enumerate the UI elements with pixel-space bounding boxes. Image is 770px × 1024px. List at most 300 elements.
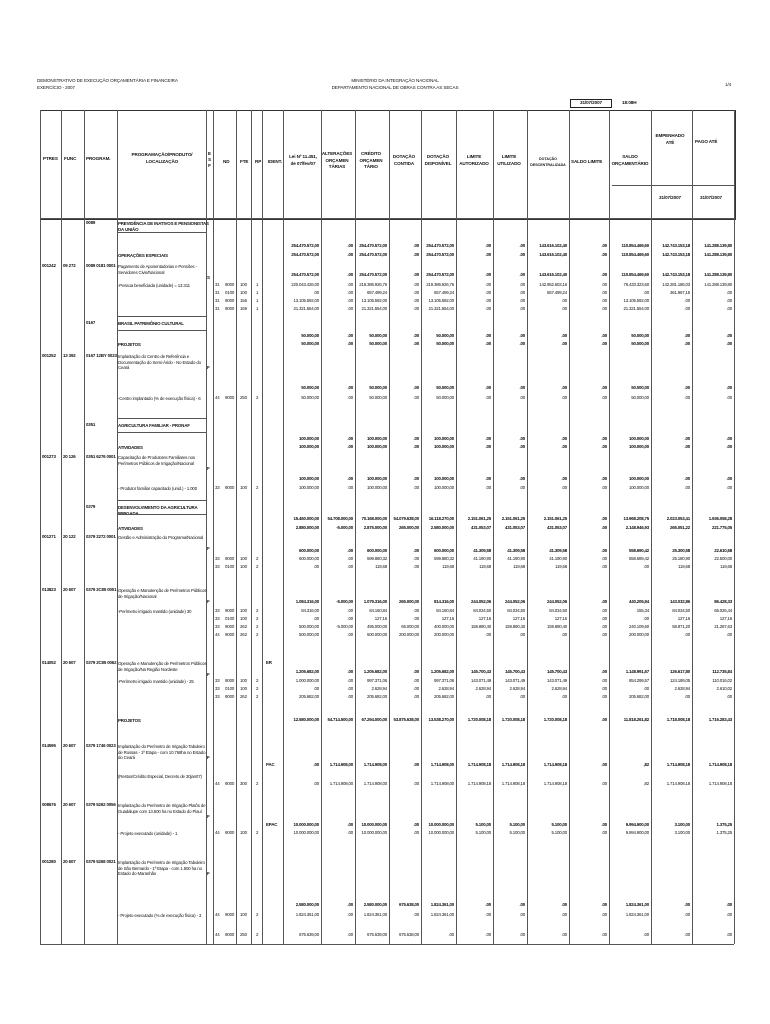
value-cell: .00 — [601, 932, 607, 937]
value-cell: 1.720.008,18 — [501, 717, 525, 722]
value-cell: 100.000,00 — [299, 485, 319, 490]
column-line — [251, 110, 252, 944]
value-cell: .00 — [413, 830, 419, 835]
value-cell: 84.034,50 — [473, 608, 491, 613]
value-cell: 143.616.102,40 — [539, 243, 567, 248]
value-cell: .00 — [561, 395, 567, 400]
value-cell: 22.610,68 — [714, 548, 732, 553]
value-cell: 21.321.554,00 — [293, 306, 319, 311]
program-description: Pagamento de Aposentadorias e Pensões - Servidores Civis/Nacional — [118, 264, 197, 275]
rp-code: 2 — [256, 694, 259, 699]
value-cell: 50.000,00 — [631, 333, 649, 338]
value-cell: 100.000,00 — [299, 436, 319, 441]
value-cell: 254.470.572,00 — [426, 252, 454, 257]
program-description: PROJETOS — [118, 342, 141, 347]
value-cell: .00 — [726, 385, 732, 390]
value-cell: 100.000,00 — [434, 444, 454, 449]
value-cell: .00 — [643, 686, 649, 691]
program-description: -Centro implantado (% de execução física) - 6 — [118, 396, 201, 401]
value-cell: .00 — [601, 608, 607, 613]
value-cell: .00 — [448, 932, 454, 937]
value-cell: .00 — [684, 306, 690, 311]
value-cell: 50.000,00 — [436, 341, 454, 346]
value-cell: 2.628,94 — [551, 686, 567, 691]
value-cell: .00 — [519, 282, 525, 287]
rp-code: 2 — [256, 781, 259, 786]
value-cell: .00 — [485, 298, 491, 303]
value-cell: .00 — [347, 272, 353, 277]
fte-code: 169 — [240, 306, 247, 311]
value-cell: .00 — [485, 341, 491, 346]
value-cell: .00 — [413, 912, 419, 917]
value-cell: .00 — [313, 762, 319, 767]
value-cell: 10.000.000,00 — [361, 822, 387, 827]
value-cell: .00 — [726, 912, 732, 917]
program-description: Gestão e Administração do Programa/Nacional — [118, 535, 204, 540]
value-cell: .00 — [643, 564, 649, 569]
func-code: 20 607 — [63, 802, 76, 807]
fte-code: 262 — [240, 624, 247, 629]
section-rule — [117, 500, 206, 501]
value-cell: .00 — [726, 476, 732, 481]
value-cell: 10.000.000,00 — [293, 830, 319, 835]
value-cell: .00 — [313, 781, 319, 786]
col-dotacao-disponivel: DOTAÇÃO DISPONÍVEL — [424, 154, 452, 166]
value-cell: .00 — [413, 564, 419, 569]
value-cell: 500.000,00 — [299, 624, 319, 629]
nd-detail: 9000 — [225, 608, 235, 613]
value-cell: 1.375,25 — [716, 830, 732, 835]
value-cell: 1.714.908,18 — [501, 762, 525, 767]
value-cell: .00 — [485, 444, 491, 449]
empenhado-date: 31/07/2007 — [659, 195, 681, 200]
value-cell: 2.023.053,41 — [666, 516, 690, 521]
value-cell: .00 — [413, 272, 419, 277]
value-cell: .00 — [413, 669, 419, 674]
section-rule — [117, 316, 206, 317]
value-cell: .00 — [347, 669, 353, 674]
value-cell: 431.053,07 — [471, 525, 491, 530]
value-cell: 119,68 — [678, 564, 690, 569]
value-cell: .00 — [413, 762, 419, 767]
value-cell: 2.580.000,00 — [295, 902, 319, 907]
value-cell: 5.100,00 — [509, 822, 525, 827]
value-cell: 9.994.900,00 — [625, 830, 649, 835]
value-cell: .00 — [684, 385, 690, 390]
program-description: -Perímetro irrigado mantido (unidade) 30 — [118, 609, 192, 614]
report-title: DEMONSTRATIVO DE EXECUÇÃO ORÇAMENTÁRIA E FINANCEIRA EXERCÍCIO - 2007 — [37, 78, 178, 90]
value-cell: .00 — [413, 306, 419, 311]
column-line — [569, 110, 570, 944]
value-cell: .00 — [485, 243, 491, 248]
value-cell: .00 — [684, 902, 690, 907]
value-cell: 126.617,80 — [670, 669, 690, 674]
value-cell: 41.190,90 — [473, 556, 491, 561]
program-description: Operação e Manutenção de Perímetros Públicos de Irrigação/Nacional — [118, 588, 207, 599]
value-cell: .00 — [561, 476, 567, 481]
rp-code: 2 — [256, 608, 259, 613]
value-cell: .00 — [485, 476, 491, 481]
value-cell: 127,16 — [478, 616, 491, 621]
value-cell: 110.854.469,60 — [621, 272, 649, 277]
value-cell: 2.628,94 — [371, 686, 387, 691]
value-cell: .00 — [643, 932, 649, 937]
value-cell: 143.071,49 — [471, 678, 491, 683]
value-cell: 50.000,00 — [436, 385, 454, 390]
value-cell: 495.000,00 — [367, 624, 387, 629]
col-func: FUNC — [64, 156, 77, 161]
value-cell: .00 — [347, 912, 353, 917]
value-cell: 50.000,00 — [301, 385, 319, 390]
ministry-title: MINISTÉRIO DA INTEGRAÇÃO NACIONAL DEPARTAMENTO NACIONAL DE OBRAS CONTRA AS SECAS — [331, 78, 459, 90]
value-cell: 127,16 — [554, 616, 567, 621]
value-cell: .00 — [684, 485, 690, 490]
value-cell: .00 — [413, 341, 419, 346]
value-cell: 50.000,00 — [436, 395, 454, 400]
value-cell: 84.034,50 — [549, 608, 567, 613]
value-cell: 65.026,44 — [714, 608, 732, 613]
ptres-code: 001271 — [42, 534, 56, 539]
col-rp: RP — [255, 159, 262, 164]
rp-code: 2 — [256, 678, 259, 683]
value-cell: 100.000,00 — [299, 476, 319, 481]
value-cell: .00 — [413, 694, 419, 699]
column-line — [734, 110, 735, 944]
value-cell: .00 — [726, 333, 732, 338]
value-cell: .00 — [413, 282, 419, 287]
value-cell: 141.288.139,80 — [704, 243, 732, 248]
value-cell: 159.890,40 — [471, 624, 491, 629]
value-cell: 265.051,22 — [670, 525, 690, 530]
value-cell: .00 — [726, 436, 732, 441]
value-cell: .00 — [485, 272, 491, 277]
value-cell: 244.052,06 — [471, 599, 491, 604]
value-cell: .00 — [684, 298, 690, 303]
rp-code: 2 — [256, 632, 259, 637]
nd-code: 31 — [215, 290, 220, 295]
program-code: 0167 — [86, 320, 96, 325]
value-cell: .00 — [347, 564, 353, 569]
func-code: 20 122 — [63, 534, 76, 539]
value-cell: 110.854.469,60 — [621, 252, 649, 257]
value-cell: .00 — [347, 608, 353, 613]
value-cell: 1.718.008,18 — [666, 717, 690, 722]
value-cell: 400.000,00 — [434, 624, 454, 629]
value-cell: 141.288.139,80 — [704, 282, 732, 287]
value-cell: 657.499,24 — [434, 290, 454, 295]
value-cell: 2.628,94 — [438, 686, 454, 691]
value-cell: 1.824.361,00 — [295, 912, 319, 917]
nd-detail: 9000 — [225, 912, 235, 917]
value-cell: 41.309,58 — [549, 548, 567, 553]
fte-code: 100 — [240, 912, 247, 917]
value-cell: 2.610,02 — [716, 686, 732, 691]
value-cell: 240.109,60 — [629, 624, 649, 629]
value-cell: 10.000.000,00 — [293, 822, 319, 827]
value-cell: .00 — [313, 290, 319, 295]
value-cell: 143.616.102,40 — [539, 252, 567, 257]
value-cell: .00 — [601, 243, 607, 248]
value-cell: 142.743.153,18 — [662, 243, 690, 248]
value-cell: 13.105.592,00 — [428, 298, 454, 303]
value-cell: .00 — [413, 385, 419, 390]
value-cell: 1.824.361,00 — [430, 912, 454, 917]
value-cell: 100.000,00 — [629, 476, 649, 481]
value-cell: .00 — [485, 902, 491, 907]
nd-code: 31 — [215, 298, 220, 303]
value-cell: 119,68 — [479, 564, 491, 569]
value-cell: 22.500,00 — [714, 556, 732, 561]
value-cell: 119,68 — [720, 564, 732, 569]
value-cell: 100.000,00 — [629, 436, 649, 441]
value-cell: .00 — [601, 282, 607, 287]
value-cell: 2.628,94 — [509, 686, 525, 691]
program-description: (Restos/Crédito Especial, Decreto de 30jan07) — [118, 774, 202, 779]
value-cell: .00 — [485, 385, 491, 390]
value-cell: 143.071,49 — [547, 678, 567, 683]
rp-code: 2 — [256, 556, 259, 561]
value-cell: 440.205,94 — [629, 599, 649, 604]
rp-code: 2 — [256, 686, 259, 691]
value-cell: .00 — [684, 632, 690, 637]
value-cell: -5.000,00 — [336, 525, 353, 530]
value-cell: .00 — [601, 762, 607, 767]
value-cell: 854.299,57 — [629, 678, 649, 683]
value-cell: .00 — [684, 932, 690, 937]
value-cell: 142.743.153,18 — [662, 252, 690, 257]
column-line — [213, 110, 214, 944]
value-cell: 254.470.572,00 — [426, 272, 454, 277]
value-cell: .00 — [347, 333, 353, 338]
column-line — [389, 110, 390, 944]
value-cell: .00 — [684, 333, 690, 338]
col-lei: Lei Nº 11.451, de 07/fev/07 — [289, 154, 317, 166]
value-cell: 155,34 — [636, 608, 649, 613]
fte-code: 100 — [240, 556, 247, 561]
value-cell: .00 — [561, 341, 567, 346]
value-cell: .00 — [519, 444, 525, 449]
value-cell: .00 — [347, 686, 353, 691]
value-cell: .00 — [519, 395, 525, 400]
func-code: 20 607 — [63, 660, 76, 665]
program-description: Operação e Manutenção de Perímetros Públicos de Irrigação/Na Região Nordeste — [118, 661, 207, 672]
value-cell: .00 — [313, 686, 319, 691]
value-cell: 1.936.058,28 — [708, 516, 732, 521]
value-cell: 1.720.008,18 — [467, 717, 491, 722]
value-cell: 141.288.139,80 — [704, 272, 732, 277]
value-cell: 84.160,84 — [436, 608, 454, 613]
value-cell: 142.952.603,16 — [539, 282, 567, 287]
value-cell: .00 — [643, 616, 649, 621]
col-esf: E S F — [208, 151, 211, 169]
ptres-code: 001273 — [42, 454, 56, 459]
fte-code: 100 — [240, 616, 247, 621]
value-cell: 127,16 — [677, 616, 690, 621]
value-cell: .00 — [601, 556, 607, 561]
value-cell: 221.775,05 — [712, 525, 732, 530]
value-cell: 1.714.908,18 — [467, 762, 491, 767]
value-cell: .00 — [347, 298, 353, 303]
program-code: 0379 — [86, 504, 96, 509]
value-cell: 21.321.554,00 — [361, 306, 387, 311]
value-cell: 84.160,84 — [369, 608, 387, 613]
value-cell: .00 — [413, 436, 419, 441]
value-cell: .00 — [684, 341, 690, 346]
value-cell: 11.818.261,82 — [623, 717, 649, 722]
section-rule — [117, 432, 206, 433]
rp-code: 2 — [256, 564, 259, 569]
pago-date: 31/07/2007 — [700, 195, 722, 200]
value-cell: 5.100,00 — [509, 830, 525, 835]
value-cell: .00 — [347, 694, 353, 699]
value-cell: .00 — [485, 252, 491, 257]
col-alteracoes: ALTERAÇÕES ORÇAMEN TÁRIAS — [321, 151, 353, 170]
value-cell: 84.034,50 — [507, 608, 525, 613]
value-cell: 200.000,00 — [629, 632, 649, 637]
value-cell: .00 — [413, 290, 419, 295]
value-cell: .00 — [601, 333, 607, 338]
value-cell: 599.880,32 — [367, 556, 387, 561]
value-cell: .00 — [561, 298, 567, 303]
value-cell: .00 — [347, 252, 353, 257]
program-description: Capacitação de Produtores Familiares nos Perímetros Públicos de Irrigação/Nacional — [118, 455, 195, 466]
value-cell: 1.375,25 — [716, 822, 732, 827]
col-saldo-limite: SALDO LIMITE — [571, 159, 603, 164]
value-cell: 119,68 — [442, 564, 454, 569]
value-cell: .00 — [601, 516, 607, 521]
value-cell: .00 — [601, 694, 607, 699]
col-ident: IDENT. — [268, 159, 282, 164]
value-cell: .00 — [519, 333, 525, 338]
value-cell: 220.043.426,00 — [291, 282, 319, 287]
value-cell: .00 — [413, 444, 419, 449]
value-cell: .00 — [347, 548, 353, 553]
value-cell: 100.000,00 — [367, 485, 387, 490]
value-cell: 1.079.316,00 — [363, 599, 387, 604]
program-description: PROJETOS — [118, 718, 141, 723]
value-cell: 86.428,33 — [714, 599, 732, 604]
value-cell: .00 — [485, 290, 491, 295]
value-cell: 2.628,94 — [674, 686, 690, 691]
value-cell: .00 — [601, 599, 607, 604]
ptres-code: 014595 — [42, 743, 56, 748]
value-cell: 1.000.000,00 — [295, 678, 319, 683]
program-code: 0089 0181 0001 — [86, 263, 116, 268]
fte-code: 156 — [240, 298, 247, 303]
value-cell: .00 — [347, 932, 353, 937]
value-cell: .00 — [726, 306, 732, 311]
value-cell: .00 — [347, 632, 353, 637]
column-line — [651, 110, 652, 944]
value-cell: 50.000,00 — [631, 395, 649, 400]
nd-code: 33 — [215, 624, 220, 629]
value-cell: .00 — [347, 476, 353, 481]
value-cell: 500.000,00 — [367, 632, 387, 637]
esf-code: F — [207, 599, 210, 604]
value-cell: 675.638,00 — [399, 902, 419, 907]
value-cell: .00 — [347, 444, 353, 449]
value-cell: 124.189,05 — [670, 678, 690, 683]
col-programacao: PROGRAMAÇÃO/PRODUTO/ LOCALIZAÇÃO — [131, 152, 193, 164]
value-cell: ,82 — [643, 762, 649, 767]
nd-detail: 9000 — [225, 395, 235, 400]
value-cell: 21.287,63 — [714, 624, 732, 629]
column-line — [692, 110, 693, 944]
value-cell: 2.148.946,93 — [625, 525, 649, 530]
value-cell: .00 — [601, 272, 607, 277]
value-cell: 1.824.361,00 — [363, 912, 387, 917]
value-cell: .00 — [643, 290, 649, 295]
value-cell: .00 — [347, 290, 353, 295]
value-cell: 54.708.000,00 — [327, 516, 353, 521]
value-cell: .00 — [413, 485, 419, 490]
value-cell: .00 — [601, 290, 607, 295]
value-cell: .00 — [601, 822, 607, 827]
value-cell: 15.460.000,00 — [293, 516, 319, 521]
col-nd: ND — [223, 159, 230, 164]
rp-code: 1 — [256, 290, 259, 295]
nd-code: 44 — [215, 781, 220, 786]
value-cell: 2.151.061,25 — [501, 516, 525, 521]
esf-code: F — [207, 814, 210, 819]
value-cell: 141.288.139,80 — [704, 252, 732, 257]
program-description: OPERAÇÕES ESPECIAIS — [118, 253, 168, 258]
col-limite-autorizado: LIMITE AUTORIZADO — [459, 154, 489, 166]
section-rule — [117, 232, 206, 233]
value-cell: 100.000,00 — [629, 444, 649, 449]
value-cell: 21.321.554,00 — [623, 306, 649, 311]
value-cell: 145.700,43 — [471, 669, 491, 674]
value-cell: .00 — [413, 556, 419, 561]
value-cell: .00 — [601, 632, 607, 637]
value-cell: .00 — [561, 385, 567, 390]
value-cell: 142.281.186,03 — [662, 282, 690, 287]
program-description: ATIVIDADES — [118, 445, 143, 450]
value-cell: 54.714.500,00 — [327, 717, 353, 722]
esf-code: F — [207, 871, 210, 876]
value-cell: 100.000,00 — [367, 476, 387, 481]
value-cell: 361.967,15 — [670, 290, 690, 295]
value-cell: .00 — [347, 616, 353, 621]
func-code: 20 607 — [63, 743, 76, 748]
rp-code: 2 — [256, 485, 259, 490]
value-cell: 431.053,07 — [505, 525, 525, 530]
program-description: Implantação do Perímetro de Irrigação Tabuleiro de São Bernardo - 1ª Etapa - com 1.500 ha no Estado do Maranhão — [118, 860, 205, 877]
value-cell: 205.682,00 — [299, 694, 319, 699]
value-cell: .00 — [726, 902, 732, 907]
rp-code: 1 — [256, 298, 259, 303]
value-cell: .00 — [413, 298, 419, 303]
value-cell: 254.470.572,00 — [291, 252, 319, 257]
value-cell: 100.000,00 — [629, 485, 649, 490]
value-cell: 254.470.572,00 — [291, 243, 319, 248]
column-line — [456, 110, 457, 944]
nd-code: 33 — [215, 686, 220, 691]
esf-code: F — [207, 755, 210, 760]
value-cell: .00 — [413, 333, 419, 338]
value-cell: .00 — [413, 781, 419, 786]
value-cell: .00 — [601, 678, 607, 683]
value-cell: .00 — [347, 830, 353, 835]
header-divider — [40, 218, 734, 219]
value-cell: 145.700,43 — [505, 669, 525, 674]
value-cell: .00 — [485, 912, 491, 917]
nd-code: 33 — [215, 556, 220, 561]
col-ptres: PTRES — [43, 156, 58, 161]
value-cell: .00 — [601, 616, 607, 621]
value-cell: 558.689,42 — [629, 556, 649, 561]
program-code: 0351 — [86, 422, 96, 427]
